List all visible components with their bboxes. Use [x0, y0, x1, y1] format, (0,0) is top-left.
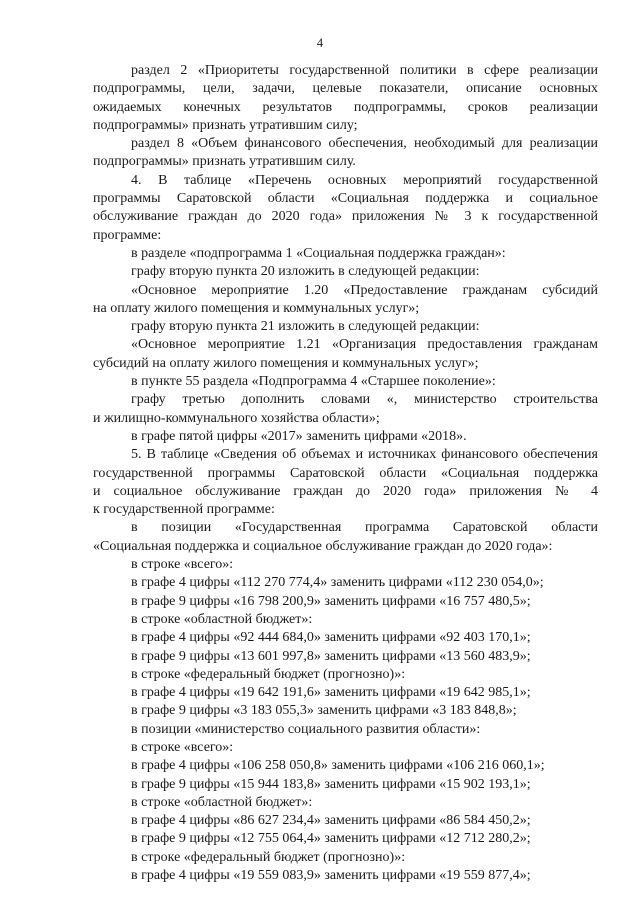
- document-body: [93, 62, 598, 885]
- text-line: государственной программы Саратовской области «Социальная поддержка: [93, 465, 598, 481]
- text-line: в строке «областной бюджет»:: [131, 794, 313, 810]
- text-line: «Социальная поддержка и социальное обслуживание граждан до 2020 года»:: [93, 538, 553, 554]
- text-line: ожидаемых конечных результатов подпрограммы, сроков реализации: [93, 99, 598, 115]
- text-line: в позиции «министерство социального развития области»:: [131, 721, 481, 737]
- text-line: в графе 4 цифры «106 258 050,8» заменить цифрами «106 216 060,1»;: [131, 758, 545, 774]
- paragraph: [93, 648, 598, 666]
- paragraph: [93, 519, 598, 556]
- paragraph: [93, 830, 598, 848]
- text-line: в строке «всего»:: [131, 557, 234, 573]
- paragraph: [93, 62, 598, 135]
- paragraph: [93, 684, 598, 702]
- text-line: к государственной программе:: [93, 502, 275, 518]
- paragraph: [93, 172, 598, 245]
- text-line: «Основное мероприятие 1.21 «Организация предоставления гражданам: [131, 337, 598, 353]
- text-line: в пункте 55 раздела «Подпрограмма 4 «Старшее поколение»:: [131, 374, 496, 390]
- text-line: в строке «областной бюджет»:: [131, 611, 313, 627]
- text-line: в графе 9 цифры «12 755 064,4» заменить цифрами «12 712 280,2»;: [131, 831, 531, 847]
- text-line: в графе 9 цифры «15 944 183,8» заменить цифрами «15 902 193,1»;: [131, 776, 531, 792]
- text-line: в строке «федеральный бюджет (прогнозно)»:: [131, 666, 406, 682]
- text-line: в графе пятой цифры «2017» заменить цифрами «2018».: [131, 428, 467, 444]
- text-line: в строке «всего»:: [131, 739, 234, 755]
- text-line: 4. В таблице «Перечень основных мероприятий государственной: [131, 172, 598, 188]
- text-line: в позиции «Государственная программа Саратовской области: [131, 520, 598, 536]
- text-line: в строке «федеральный бюджет (прогнозно)»:: [131, 849, 406, 865]
- paragraph: [93, 776, 598, 794]
- paragraph: [93, 666, 598, 684]
- text-line: подпрограммы» признать утратившим силу;: [93, 117, 358, 133]
- paragraph: [93, 574, 598, 592]
- text-line: 5. В таблице «Сведения об объемах и источниках финансового обеспечения: [131, 447, 598, 463]
- paragraph: [93, 428, 598, 446]
- text-line: в графе 4 цифры «112 270 774,4» заменить цифрами «112 230 054,0»;: [131, 575, 544, 591]
- text-line: на оплату жилого помещения и коммунальных услуг»;: [93, 300, 420, 316]
- paragraph: [93, 318, 598, 336]
- paragraph: [93, 629, 598, 647]
- text-line: подпрограммы, цели, задачи, целевые показатели, описание основных: [93, 81, 598, 97]
- text-line: и жилищно-коммунального хозяйства области»;: [93, 410, 380, 426]
- page-number: 4: [316, 36, 324, 50]
- text-line: графу вторую пункта 21 изложить в следующей редакции:: [131, 319, 480, 335]
- text-line: субсидий на оплату жилого помещения и коммунальных услуг»;: [93, 355, 479, 371]
- text-line: в разделе «подпрограмма 1 «Социальная поддержка граждан»:: [131, 245, 506, 261]
- text-line: обслуживание граждан до 2020 года» приложения № 3 к государственной: [93, 209, 598, 225]
- paragraph: [93, 849, 598, 867]
- paragraph: [93, 794, 598, 812]
- paragraph: [93, 739, 598, 757]
- paragraph: [93, 812, 598, 830]
- paragraph: [93, 263, 598, 281]
- text-line: в графе 4 цифры «19 559 083,9» заменить цифрами «19 559 877,4»;: [131, 868, 531, 884]
- text-line: подпрограммы» признать утратившим силу.: [93, 154, 356, 170]
- text-line: в графе 4 цифры «86 627 234,4» заменить цифрами «86 584 450,2»;: [131, 813, 531, 829]
- paragraph: [93, 336, 598, 373]
- paragraph: [93, 135, 598, 172]
- text-line: программы Саратовской области «Социальная поддержка и социальное: [93, 191, 598, 207]
- paragraph: [93, 373, 598, 391]
- paragraph: [93, 282, 598, 319]
- paragraph: [93, 721, 598, 739]
- text-line: и социальное обслуживание граждан до 2020 года» приложения № 4: [93, 483, 598, 499]
- paragraph: [93, 446, 598, 519]
- text-line: в графе 9 цифры «16 798 200,9» заменить цифрами «16 757 480,5»;: [131, 593, 531, 609]
- text-line: в графе 4 цифры «19 642 191,6» заменить цифрами «19 642 985,1»;: [131, 685, 531, 701]
- text-line: в графе 9 цифры «13 601 997,8» заменить цифрами «13 560 483,9»;: [131, 648, 531, 664]
- text-line: «Основное мероприятие 1.20 «Предоставление гражданам субсидий: [131, 282, 598, 298]
- paragraph: [93, 611, 598, 629]
- paragraph: [93, 867, 598, 885]
- paragraph: [93, 702, 598, 720]
- text-line: графу третью дополнить словами «, министерство строительства: [131, 392, 598, 408]
- text-line: графу вторую пункта 20 изложить в следующей редакции:: [131, 264, 480, 280]
- text-line: в графе 9 цифры «3 183 055,3» заменить цифрами «3 183 848,8»;: [131, 703, 517, 719]
- paragraph: [93, 391, 598, 428]
- paragraph: [93, 757, 598, 775]
- paragraph: [93, 245, 598, 263]
- paragraph: [93, 593, 598, 611]
- text-line: программе:: [93, 227, 162, 243]
- paragraph: [93, 556, 598, 574]
- text-line: в графе 4 цифры «92 444 684,0» заменить цифрами «92 403 170,1»;: [131, 630, 531, 646]
- text-line: раздел 8 «Объем финансового обеспечения, необходимый для реализации: [131, 136, 598, 152]
- text-line: раздел 2 «Приоритеты государственной политики в сфере реализации: [131, 63, 598, 78]
